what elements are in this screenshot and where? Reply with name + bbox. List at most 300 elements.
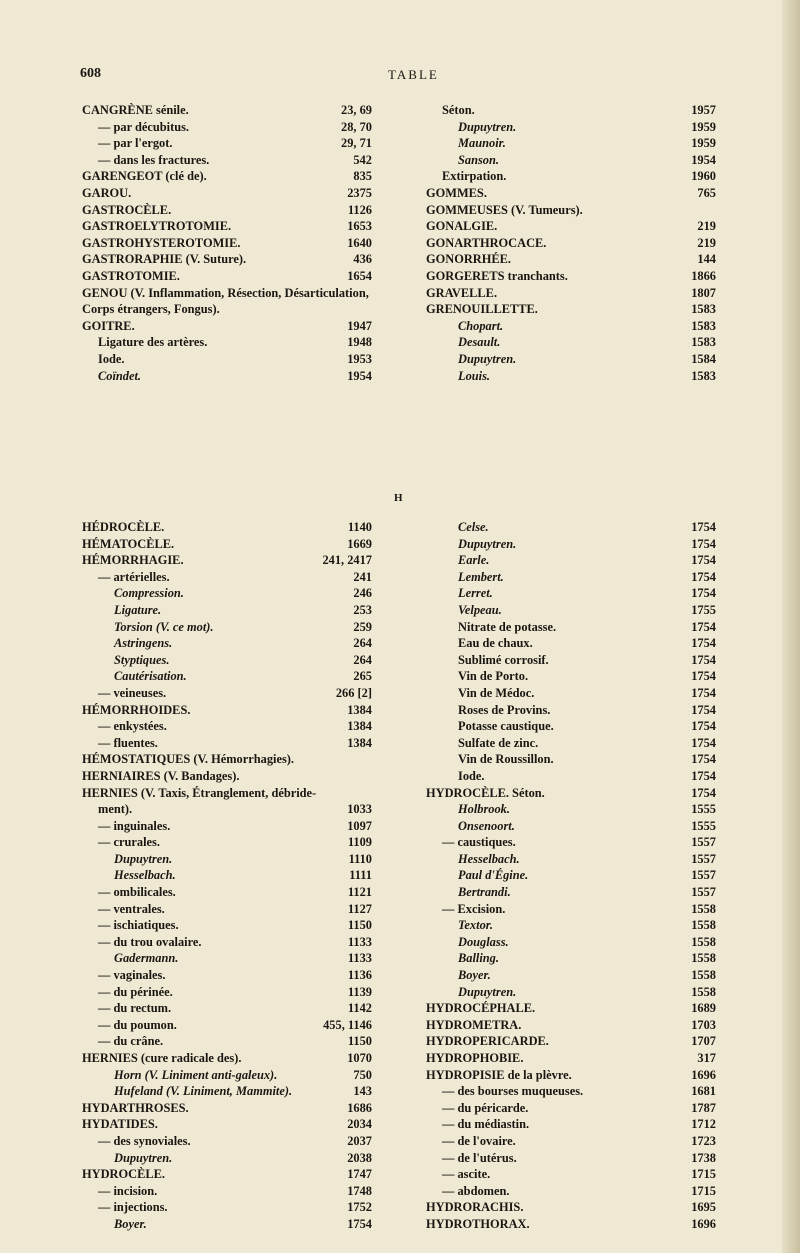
index-entry xyxy=(82,602,372,619)
entry-term: Douglass. xyxy=(458,934,509,949)
entry-page-ref: 1111 xyxy=(349,868,372,883)
entry-page-ref: 28, 70 xyxy=(341,119,372,134)
index-entry xyxy=(426,801,716,818)
entry-term: — incision. xyxy=(98,1183,158,1198)
entry-page-ref: 264 xyxy=(353,636,372,651)
entry-page-ref: 1136 xyxy=(347,968,372,983)
index-entry xyxy=(82,251,372,268)
section-letter: H xyxy=(394,492,403,504)
entry-term: Dupuytren. xyxy=(458,984,517,999)
index-entry xyxy=(82,268,372,285)
entry-term: GORGERETS tranchants. xyxy=(426,268,568,283)
index-entry xyxy=(426,635,716,652)
index-entry xyxy=(426,1067,716,1084)
index-entry xyxy=(82,934,372,951)
entry-term: — de l'ovaire. xyxy=(442,1133,516,1148)
index-entry xyxy=(82,285,372,302)
entry-page-ref: 1748 xyxy=(347,1183,372,1198)
entry-page-ref: 1681 xyxy=(691,1084,716,1099)
entry-term: HÉMORRHAGIE. xyxy=(82,553,184,568)
index-entry xyxy=(82,702,372,719)
index-entry xyxy=(82,917,372,934)
entry-page-ref: 1109 xyxy=(347,835,372,850)
index-entry xyxy=(426,1100,716,1117)
entry-page-ref: 1033 xyxy=(347,802,372,817)
index-column-g-left xyxy=(82,102,372,384)
index-entry xyxy=(426,901,716,918)
index-entry xyxy=(82,818,372,835)
entry-page-ref: 436 xyxy=(353,252,372,267)
entry-term: Torsion (V. ce mot). xyxy=(114,619,214,634)
entry-page-ref: 1110 xyxy=(348,851,372,866)
entry-term: Potasse caustique. xyxy=(458,719,554,734)
entry-term: HYDROCÉPHALE. xyxy=(426,1001,536,1016)
entry-page-ref: 1948 xyxy=(347,335,372,350)
entry-term: GARENGEOT (clé de). xyxy=(82,169,207,184)
index-entry xyxy=(426,702,716,719)
entry-page-ref: 1558 xyxy=(691,984,716,999)
entry-page-ref: 1866 xyxy=(691,268,716,283)
index-column-h-right xyxy=(426,519,716,1233)
index-entry xyxy=(426,251,716,268)
entry-term: HYDROCÈLE. xyxy=(82,1167,165,1182)
index-entry xyxy=(426,1166,716,1183)
entry-page-ref: 1557 xyxy=(691,868,716,883)
entry-term: Horn (V. Liniment anti-galeux). xyxy=(114,1067,278,1082)
index-entry xyxy=(82,984,372,1001)
entry-page-ref: 1150 xyxy=(347,1034,372,1049)
entry-term: — du périnée. xyxy=(98,984,173,999)
index-entry xyxy=(82,1050,372,1067)
entry-page-ref: 1754 xyxy=(691,685,716,700)
entry-term: Vin de Médoc. xyxy=(458,685,535,700)
index-entry xyxy=(82,685,372,702)
index-entry xyxy=(82,834,372,851)
entry-term: — artérielles. xyxy=(98,569,170,584)
entry-page-ref: 2038 xyxy=(347,1150,372,1165)
entry-page-ref: 1133 xyxy=(347,951,372,966)
entry-page-ref: 1583 xyxy=(691,318,716,333)
entry-page-ref: 835 xyxy=(353,169,372,184)
page-edge xyxy=(782,0,800,1253)
entry-page-ref: 1555 xyxy=(691,818,716,833)
entry-term: GRENOUILLETTE. xyxy=(426,302,538,317)
entry-page-ref: 1557 xyxy=(691,885,716,900)
index-entry xyxy=(82,218,372,235)
entry-term: Vin de Porto. xyxy=(458,669,529,684)
index-entry xyxy=(82,235,372,252)
index-entry xyxy=(82,569,372,586)
entry-term: Compression. xyxy=(114,586,184,601)
index-entry xyxy=(426,569,716,586)
running-title: TABLE xyxy=(388,67,439,82)
entry-page-ref: 1696 xyxy=(691,1067,716,1082)
entry-page-ref: 1583 xyxy=(691,335,716,350)
index-entry xyxy=(82,1133,372,1150)
entry-term: — du poumon. xyxy=(98,1017,177,1032)
index-entry xyxy=(426,834,716,851)
entry-term: Holbrook. xyxy=(458,802,510,817)
entry-term: HYDROPISIE de la plèvre. xyxy=(426,1067,572,1082)
entry-page-ref: 1583 xyxy=(691,368,716,383)
entry-term: — de l'utérus. xyxy=(442,1150,517,1165)
entry-term: Louis. xyxy=(458,368,491,383)
entry-term: HÉMOSTATIQUES (V. Hémorrhagies). xyxy=(82,752,295,767)
entry-page-ref: 1754 xyxy=(691,768,716,783)
entry-term: Dupuytren. xyxy=(458,351,517,366)
entry-term: — caustiques. xyxy=(442,835,516,850)
entry-page-ref: 1712 xyxy=(691,1117,716,1132)
index-entry xyxy=(426,652,716,669)
index-entry xyxy=(426,1116,716,1133)
entry-page-ref: 2034 xyxy=(347,1117,372,1132)
entry-term: Hesselbach. xyxy=(114,868,176,883)
index-entry xyxy=(426,735,716,752)
index-entry xyxy=(426,268,716,285)
entry-term: HYDARTHROSES. xyxy=(82,1100,189,1115)
index-column-h-left xyxy=(82,519,372,1233)
index-entry xyxy=(82,950,372,967)
entry-page-ref: 1754 xyxy=(691,702,716,717)
index-entry xyxy=(426,1033,716,1050)
index-entry xyxy=(426,1133,716,1150)
entry-term: Dupuytren. xyxy=(114,1150,173,1165)
entry-term: — ventrales. xyxy=(98,901,165,916)
entry-term: HYDROMETRA. xyxy=(426,1017,522,1032)
entry-term: GONORRHÉE. xyxy=(426,252,512,267)
entry-term: GASTROTOMIE. xyxy=(82,268,180,283)
index-entry xyxy=(82,1100,372,1117)
entry-term: Iode. xyxy=(458,768,485,783)
entry-page-ref: 1384 xyxy=(347,719,372,734)
entry-page-ref: 253 xyxy=(353,602,372,617)
index-entry xyxy=(82,1116,372,1133)
entry-term: Eau de chaux. xyxy=(458,636,533,651)
entry-page-ref: 1723 xyxy=(691,1133,716,1148)
entry-page-ref: 1669 xyxy=(347,536,372,551)
index-entry xyxy=(426,285,716,302)
index-entry xyxy=(426,552,716,569)
entry-page-ref: 219 xyxy=(697,235,716,250)
entry-page-ref: 1754 xyxy=(691,636,716,651)
index-entry xyxy=(426,668,716,685)
entry-page-ref: 1754 xyxy=(691,652,716,667)
entry-term: HERNIES (cure radicale des). xyxy=(82,1051,242,1065)
entry-page-ref: 144 xyxy=(697,252,716,267)
entry-page-ref: 1957 xyxy=(691,103,716,117)
entry-page-ref: 1754 xyxy=(691,520,716,534)
entry-page-ref: 1558 xyxy=(691,934,716,949)
entry-term: Corps étrangers, Fongus). xyxy=(82,302,220,317)
index-entry xyxy=(82,585,372,602)
entry-term: Séton. xyxy=(442,103,475,117)
entry-term: — crurales. xyxy=(98,835,160,850)
entry-page-ref: 765 xyxy=(697,185,716,200)
index-entry xyxy=(82,552,372,569)
entry-page-ref: 1754 xyxy=(691,752,716,767)
entry-term: — du péricarde. xyxy=(442,1100,529,1115)
entry-page-ref: 1558 xyxy=(691,901,716,916)
entry-page-ref: 750 xyxy=(353,1067,372,1082)
entry-page-ref: 1696 xyxy=(691,1216,716,1231)
entry-page-ref: 259 xyxy=(353,619,372,634)
entry-term: — du rectum. xyxy=(98,1001,172,1016)
index-entry xyxy=(82,318,372,335)
entry-term: GONALGIE. xyxy=(426,219,498,234)
entry-page-ref: 219 xyxy=(697,219,716,234)
entry-term: Coïndet. xyxy=(98,368,142,383)
entry-page-ref: 1959 xyxy=(691,119,716,134)
entry-term: HYDROPERICARDE. xyxy=(426,1034,549,1049)
entry-term: Hufeland (V. Liniment, Mammite). xyxy=(114,1084,293,1099)
entry-page-ref: 29, 71 xyxy=(341,136,372,151)
index-entry xyxy=(82,801,372,818)
entry-page-ref: 246 xyxy=(353,586,372,601)
entry-term: — par décubitus. xyxy=(98,119,189,134)
index-entry xyxy=(82,751,372,768)
index-entry xyxy=(82,718,372,735)
entry-page-ref: 1653 xyxy=(347,219,372,234)
index-entry xyxy=(426,619,716,636)
entry-page-ref: 241, 2417 xyxy=(322,553,372,568)
index-entry xyxy=(426,950,716,967)
entry-term: — injections. xyxy=(98,1200,168,1215)
entry-page-ref: 1707 xyxy=(691,1034,716,1049)
entry-term: Ligature des artères. xyxy=(98,335,208,350)
entry-term: ment). xyxy=(98,802,133,817)
entry-term: HYDROCÈLE. Séton. xyxy=(426,785,545,800)
index-entry xyxy=(426,536,716,553)
entry-term: — inguinales. xyxy=(98,818,171,833)
entry-term: GASTROELYTROTOMIE. xyxy=(82,219,232,234)
entry-term: CANGRÈNE sénile. xyxy=(82,103,189,117)
index-entry xyxy=(82,1083,372,1100)
index-entry xyxy=(426,1050,716,1067)
index-entry xyxy=(426,785,716,802)
entry-page-ref: 2037 xyxy=(347,1133,372,1148)
index-entry xyxy=(82,1166,372,1183)
entry-term: Vin de Roussillon. xyxy=(458,752,554,767)
entry-term: Extirpation. xyxy=(442,169,507,184)
index-entry xyxy=(82,735,372,752)
entry-page-ref: 1070 xyxy=(347,1051,372,1065)
index-entry xyxy=(82,967,372,984)
entry-term: HÉMATOCÈLE. xyxy=(82,536,175,551)
index-entry xyxy=(426,1199,716,1216)
index-entry xyxy=(82,102,372,119)
entry-page-ref: 1139 xyxy=(347,984,372,999)
index-entry xyxy=(426,185,716,202)
index-entry xyxy=(82,668,372,685)
entry-term: GAROU. xyxy=(82,185,132,200)
entry-term: Cautérisation. xyxy=(114,669,187,684)
entry-term: Earle. xyxy=(458,553,490,568)
entry-term: Boyer. xyxy=(458,968,491,983)
entry-page-ref: 1807 xyxy=(691,285,716,300)
entry-term: Styptiques. xyxy=(114,652,170,667)
index-entry xyxy=(426,768,716,785)
entry-term: Onsenoort. xyxy=(458,818,515,833)
entry-page-ref: 1947 xyxy=(347,318,372,333)
entry-page-ref: 1557 xyxy=(691,835,716,850)
index-entry xyxy=(82,152,372,169)
index-entry xyxy=(82,1216,372,1233)
entry-page-ref: 1754 xyxy=(691,536,716,551)
entry-page-ref: 2375 xyxy=(347,185,372,200)
entry-term: Sulfate de zinc. xyxy=(458,735,539,750)
entry-page-ref: 1960 xyxy=(691,169,716,184)
index-entry xyxy=(426,135,716,152)
entry-term: — du médiastin. xyxy=(442,1117,530,1132)
entry-term: Desault. xyxy=(458,335,501,350)
page-header xyxy=(0,66,800,88)
entry-page-ref: 1747 xyxy=(347,1167,372,1182)
entry-page-ref: 1558 xyxy=(691,968,716,983)
entry-page-ref: 1954 xyxy=(347,368,372,383)
entry-page-ref: 1752 xyxy=(347,1200,372,1215)
entry-page-ref: 1954 xyxy=(691,152,716,167)
entry-term: — des synoviales. xyxy=(98,1133,191,1148)
entry-term: GRAVELLE. xyxy=(426,285,498,300)
entry-term: Chopart. xyxy=(458,318,504,333)
index-entry xyxy=(426,685,716,702)
entry-page-ref: 1555 xyxy=(691,802,716,817)
entry-term: — par l'ergot. xyxy=(98,136,173,151)
entry-term: Lerret. xyxy=(458,586,493,601)
index-entry xyxy=(426,102,716,119)
entry-page-ref: 1140 xyxy=(347,520,372,534)
entry-term: — du crâne. xyxy=(98,1034,164,1049)
entry-page-ref: 1557 xyxy=(691,851,716,866)
entry-term: Boyer. xyxy=(114,1216,147,1231)
index-entry xyxy=(426,1083,716,1100)
index-entry xyxy=(82,519,372,536)
entry-term: Sanson. xyxy=(458,152,499,167)
index-entry xyxy=(426,519,716,536)
entry-term: Iode. xyxy=(98,351,125,366)
entry-term: Maunoir. xyxy=(458,136,506,151)
index-entry xyxy=(426,967,716,984)
index-entry xyxy=(426,368,716,385)
index-entry xyxy=(426,1000,716,1017)
entry-term: GOITRE. xyxy=(82,318,135,333)
index-entry xyxy=(426,884,716,901)
entry-page-ref: 1754 xyxy=(691,719,716,734)
entry-page-ref: 1558 xyxy=(691,918,716,933)
entry-page-ref: 455, 1146 xyxy=(323,1017,372,1032)
entry-term: Astringens. xyxy=(114,636,173,651)
index-entry xyxy=(82,1000,372,1017)
entry-term: HÉMORRHOIDES. xyxy=(82,702,191,717)
entry-page-ref: 1097 xyxy=(347,818,372,833)
entry-term: — dans les fractures. xyxy=(98,152,210,167)
index-entry xyxy=(82,368,372,385)
entry-term: — Excision. xyxy=(442,901,506,916)
entry-term: HÉDROCÈLE. xyxy=(82,520,165,534)
entry-page-ref: 241 xyxy=(353,569,372,584)
index-entry xyxy=(82,901,372,918)
index-entry xyxy=(426,318,716,335)
index-entry xyxy=(82,351,372,368)
index-entry xyxy=(426,867,716,884)
index-entry xyxy=(426,818,716,835)
entry-term: — ascite. xyxy=(442,1167,491,1182)
entry-term: Velpeau. xyxy=(458,602,502,617)
index-entry xyxy=(82,867,372,884)
entry-page-ref: 1754 xyxy=(691,586,716,601)
entry-page-ref: 1121 xyxy=(347,885,372,900)
entry-page-ref: 264 xyxy=(353,652,372,667)
entry-term: HYDROTHORAX. xyxy=(426,1216,530,1231)
entry-term: GASTRORAPHIE (V. Suture). xyxy=(82,252,247,267)
index-entry xyxy=(82,536,372,553)
index-entry xyxy=(82,1199,372,1216)
entry-term: — enkystées. xyxy=(98,719,167,734)
entry-page-ref: 1715 xyxy=(691,1183,716,1198)
entry-term: Ligature. xyxy=(114,602,162,617)
entry-term: — fluentes. xyxy=(98,735,158,750)
entry-term: GENOU (V. Inflammation, Résection, Désarticulation, xyxy=(82,285,369,300)
entry-term: — vaginales. xyxy=(98,968,166,983)
index-entry xyxy=(426,119,716,136)
entry-term: GASTROCÈLE. xyxy=(82,202,172,217)
entry-page-ref: 23, 69 xyxy=(341,103,372,117)
entry-page-ref: 1787 xyxy=(691,1100,716,1115)
entry-page-ref: 1133 xyxy=(347,934,372,949)
entry-page-ref: 1142 xyxy=(347,1001,372,1016)
entry-page-ref: 1755 xyxy=(691,602,716,617)
entry-page-ref: 1686 xyxy=(347,1100,372,1115)
entry-page-ref: 1695 xyxy=(691,1200,716,1215)
page-number: 608 xyxy=(80,66,101,81)
index-entry xyxy=(82,185,372,202)
entry-page-ref: 1754 xyxy=(691,735,716,750)
index-entry xyxy=(82,119,372,136)
entry-page-ref: 1689 xyxy=(691,1001,716,1016)
entry-term: Roses de Provins. xyxy=(458,702,551,717)
entry-term: GONARTHROCACE. xyxy=(426,235,547,250)
entry-page-ref: 1384 xyxy=(347,735,372,750)
index-entry xyxy=(426,718,716,735)
entry-page-ref: 1384 xyxy=(347,702,372,717)
index-entry xyxy=(426,218,716,235)
entry-term: Dupuytren. xyxy=(458,536,517,551)
entry-page-ref: 1584 xyxy=(691,351,716,366)
entry-page-ref: 1953 xyxy=(347,351,372,366)
index-entry xyxy=(82,301,372,318)
entry-page-ref: 1715 xyxy=(691,1167,716,1182)
entry-page-ref: 1754 xyxy=(691,669,716,684)
index-entry xyxy=(426,202,716,219)
index-entry xyxy=(82,768,372,785)
entry-term: Bertrandi. xyxy=(458,885,511,900)
entry-page-ref: 1754 xyxy=(691,785,716,800)
index-entry xyxy=(426,751,716,768)
index-entry xyxy=(426,301,716,318)
entry-page-ref: 1127 xyxy=(347,901,372,916)
entry-term: — veineuses. xyxy=(98,685,167,700)
index-entry xyxy=(82,884,372,901)
index-entry xyxy=(426,1017,716,1034)
index-entry xyxy=(426,235,716,252)
index-entry xyxy=(426,917,716,934)
index-entry xyxy=(426,334,716,351)
index-entry xyxy=(82,851,372,868)
entry-term: Paul d'Égine. xyxy=(458,868,529,883)
entry-page-ref: 265 xyxy=(353,669,372,684)
entry-term: — ombilicales. xyxy=(98,885,176,900)
entry-page-ref: 1754 xyxy=(347,1216,372,1231)
